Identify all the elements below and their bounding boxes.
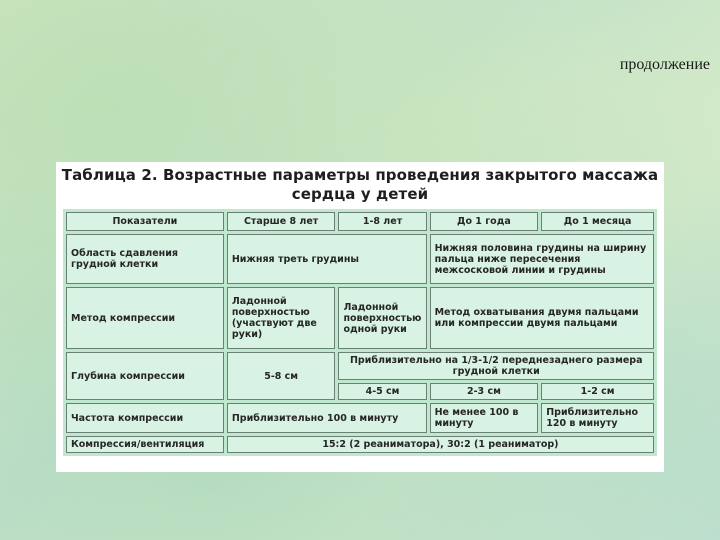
cell-ratio-all: 15:2 (2 реаниматора), 30:2 (1 реаниматор) (227, 436, 654, 453)
row-label-area: Область сдавления грудной клетки (66, 234, 224, 284)
cell-area-older: Нижняя треть грудины (227, 234, 427, 284)
table-title (61, 166, 659, 204)
row-label-method: Метод компрессии (66, 287, 224, 349)
cell-area-infant: Нижняя половина грудины на ширину пальца ниже пересечения межсосковой линии и грудины (430, 234, 654, 284)
cell-method-1-8: Ладонной поверхностью одной руки (338, 287, 426, 349)
row-compression-ventilation (66, 436, 654, 453)
row-compression-area (66, 234, 654, 284)
cell-depth-under-1-year: 2-3 см (430, 383, 539, 400)
table-header-row (66, 212, 654, 231)
cell-depth-1-8: 4-5 см (338, 383, 426, 400)
cell-method-over-8: Ладонной поверхностью (участвуют две руки) (227, 287, 336, 349)
header-1-8: 1-8 лет (338, 212, 426, 231)
continuation-label: продолжение (619, 56, 710, 73)
row-compression-method (66, 287, 654, 349)
header-over-8: Старше 8 лет (227, 212, 336, 231)
table-title-line-1: Таблица 2. Возрастные параметры проведения закрытого массажа (61, 166, 659, 184)
row-label-rate: Частота компрессии (66, 403, 224, 433)
cell-rate-under-1-month: Приблизительно 120 в минуту (541, 403, 654, 433)
row-compression-depth-a (66, 352, 654, 380)
row-compression-rate (66, 403, 654, 433)
cell-rate-older: Приблизительно 100 в минуту (227, 403, 427, 433)
header-under-1-month: До 1 месяца (541, 212, 654, 231)
row-label-ratio: Компрессия/вентиляция (66, 436, 224, 453)
row-label-depth: Глубина компрессии (66, 352, 224, 400)
header-under-1-year: До 1 года (430, 212, 539, 231)
table-title-line-2: сердца у детей (291, 185, 429, 203)
cell-depth-common: Приблизительно на 1/3-1/2 переднезаднего размера грудной клетки (338, 352, 654, 380)
cpr-parameters-table (63, 209, 657, 456)
cell-depth-under-1-month: 1-2 см (541, 383, 654, 400)
cell-rate-under-1-year: Не менее 100 в минуту (430, 403, 539, 433)
header-indicators: Показатели (66, 212, 224, 231)
table-image-panel (56, 162, 664, 472)
cell-depth-over-8: 5-8 см (227, 352, 336, 400)
cell-method-infant: Метод охватывания двумя пальцами или компрессии двумя пальцами (430, 287, 654, 349)
